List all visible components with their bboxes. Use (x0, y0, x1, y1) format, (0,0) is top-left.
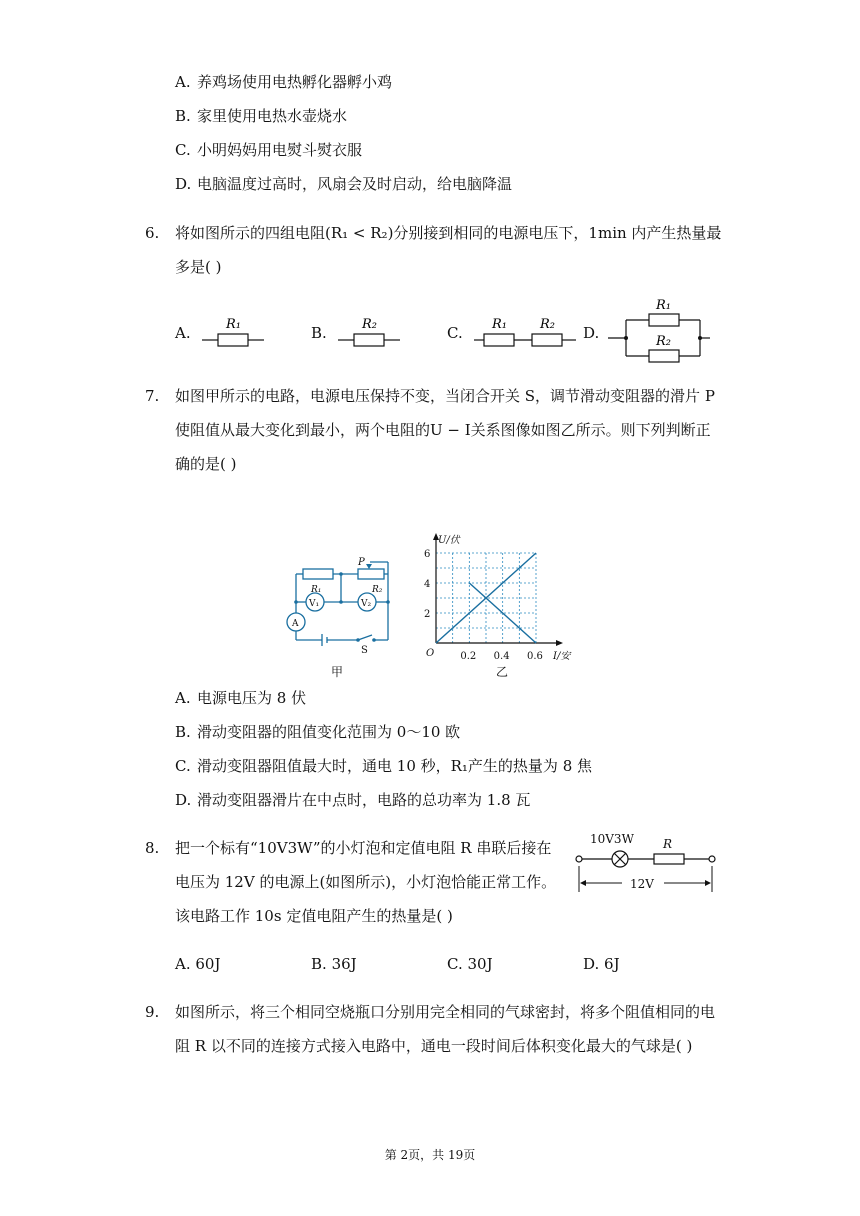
option-letter: D. (175, 791, 192, 809)
lamp-rating-label: 10V3W (590, 832, 634, 846)
q7-option-a (175, 688, 306, 708)
option-letter: B. (175, 107, 191, 125)
r2-label: R₂ (656, 334, 671, 349)
graph-caption: 乙 (496, 665, 509, 679)
q6-option-c-letter: C. (447, 324, 463, 342)
option-letter: A. (175, 955, 191, 973)
voltmeter-v2-label: V₂ (361, 599, 372, 609)
x-tick-label: 0.6 (527, 651, 543, 662)
option-text: 6J (604, 955, 620, 973)
q8-stem-line2: 电压为 12V 的电源上(如图所示)，小灯泡恰能正常工作。 (175, 873, 557, 891)
q7-ui-graph (420, 528, 590, 668)
q5-option-c (175, 140, 362, 160)
switch-label: S (361, 645, 368, 656)
voltage-label: 12V (630, 877, 654, 891)
q8-stem-line3: 该电路工作 10s 定值电阻产生的热量是( ) (175, 907, 453, 925)
q7-option-b (175, 722, 460, 742)
option-letter: C. (447, 955, 463, 973)
option-letter: C. (175, 757, 191, 775)
x-axis-label: I/安 (553, 651, 571, 662)
r1-label: R₁ (311, 585, 322, 595)
q7-option-d (175, 790, 530, 810)
q6-figure-c (470, 312, 580, 348)
arrow-left-icon (580, 880, 586, 886)
option-text: 60J (195, 955, 221, 973)
x-tick-label: 0.4 (493, 651, 510, 662)
circuit-caption: 甲 (331, 665, 344, 679)
q8-option-a (175, 954, 221, 974)
q5-option-a (175, 72, 392, 92)
ammeter-label: A (292, 619, 299, 629)
option-letter: D. (583, 955, 600, 973)
q7-stem-line3: 确的是( ) (175, 455, 237, 473)
r1-label: R₁ (656, 298, 671, 313)
q6-figure-d (604, 294, 714, 366)
r2-label: R₂ (540, 317, 555, 332)
y-tick-label: 6 (424, 549, 431, 560)
q7-option-c (175, 756, 592, 776)
option-text: 36J (331, 955, 357, 973)
q7-stem-line1: 如图甲所示的电路，电源电压保持不变，当闭合开关 S，调节滑动变阻器的滑片 P (175, 387, 715, 405)
option-text: 养鸡场使用电热孵化器孵小鸡 (197, 73, 393, 91)
q8-option-b (311, 954, 357, 974)
q5-option-b (175, 106, 347, 126)
q8-stem-line1: 把一个标有“10V3W”的小灯泡和定值电阻 R 串联后接在 (175, 839, 552, 857)
x-tick-label: 0.2 (460, 651, 477, 662)
q6-option-a-letter: A. (175, 324, 191, 342)
q7-circuit-diagram (278, 552, 408, 657)
q6-figure-a (198, 312, 268, 348)
resistor-icon (654, 854, 684, 864)
graph-ticks (424, 549, 543, 662)
q9-stem-line1: 如图所示，将三个相同空烧瓶口分别用完全相同的气球密封，将多个阻值相同的电 (175, 1003, 716, 1021)
option-letter: C. (175, 141, 191, 159)
q8-option-c (447, 954, 493, 974)
q6-number: 6. (145, 224, 160, 242)
q6-option-b-letter: B. (311, 324, 327, 342)
option-text: 小明妈妈用电熨斗熨衣服 (197, 141, 363, 159)
y-axis-label: U/伏 (438, 535, 460, 546)
resistor-r-label: R (663, 837, 673, 851)
r1-label: R₁ (226, 317, 241, 332)
y-tick-label: 2 (424, 609, 431, 620)
slider-arrow-icon (366, 564, 372, 569)
page-footer: 第 2页，共 19页 (384, 1148, 476, 1162)
option-letter: A. (175, 73, 191, 91)
r2-label: R₂ (372, 585, 383, 595)
slider-p-label: P (358, 557, 365, 568)
option-text: 滑动变阻器滑片在中点时，电路的总功率为 1.8 瓦 (197, 791, 531, 809)
r1-label: R₁ (492, 317, 507, 332)
x-axis-arrow-icon (556, 640, 563, 646)
option-text: 滑动变阻器阻值最大时，通电 10 秒，R₁产生的热量为 8 焦 (197, 757, 593, 775)
q6-stem-line1: 将如图所示的四组电阻(R₁ < R₂)分别接到相同的电源电压下，1min 内产生热量最 (175, 224, 722, 242)
q6-figure-b (334, 312, 404, 348)
option-text: 电源电压为 8 伏 (197, 689, 307, 707)
q8-option-d (583, 954, 620, 974)
q8-circuit-figure (572, 826, 722, 894)
option-text: 家里使用电热水壶烧水 (197, 107, 348, 125)
q6-stem-line2: 多是( ) (175, 258, 222, 276)
q6-option-d-letter: D. (583, 324, 600, 342)
option-letter: D. (175, 175, 192, 193)
option-text: 电脑温度过高时，风扇会及时启动，给电脑降温 (197, 175, 513, 193)
option-text: 30J (467, 955, 493, 973)
q8-number: 8. (145, 839, 160, 857)
q9-number: 9. (145, 1003, 160, 1021)
q9-stem-line2: 阻 R 以不同的连接方式接入电路中，通电一段时间后体积变化最大的气球是( ) (175, 1037, 693, 1055)
q7-number: 7. (145, 387, 160, 405)
q7-stem-line2: 使阻值从最大变化到最小，两个电阻的U − I关系图像如图乙所示。则下列判断正 (175, 421, 711, 439)
option-letter: B. (175, 723, 191, 741)
voltmeter-v1-label: V₁ (309, 599, 320, 609)
option-letter: B. (311, 955, 327, 973)
origin-label: O (426, 648, 435, 659)
r2-label: R₂ (362, 317, 377, 332)
arrow-right-icon (705, 880, 711, 886)
option-letter: A. (175, 689, 191, 707)
option-text: 滑动变阻器的阻值变化范围为 0～10 欧 (197, 723, 461, 741)
q5-option-d (175, 174, 512, 194)
y-tick-label: 4 (424, 579, 431, 590)
